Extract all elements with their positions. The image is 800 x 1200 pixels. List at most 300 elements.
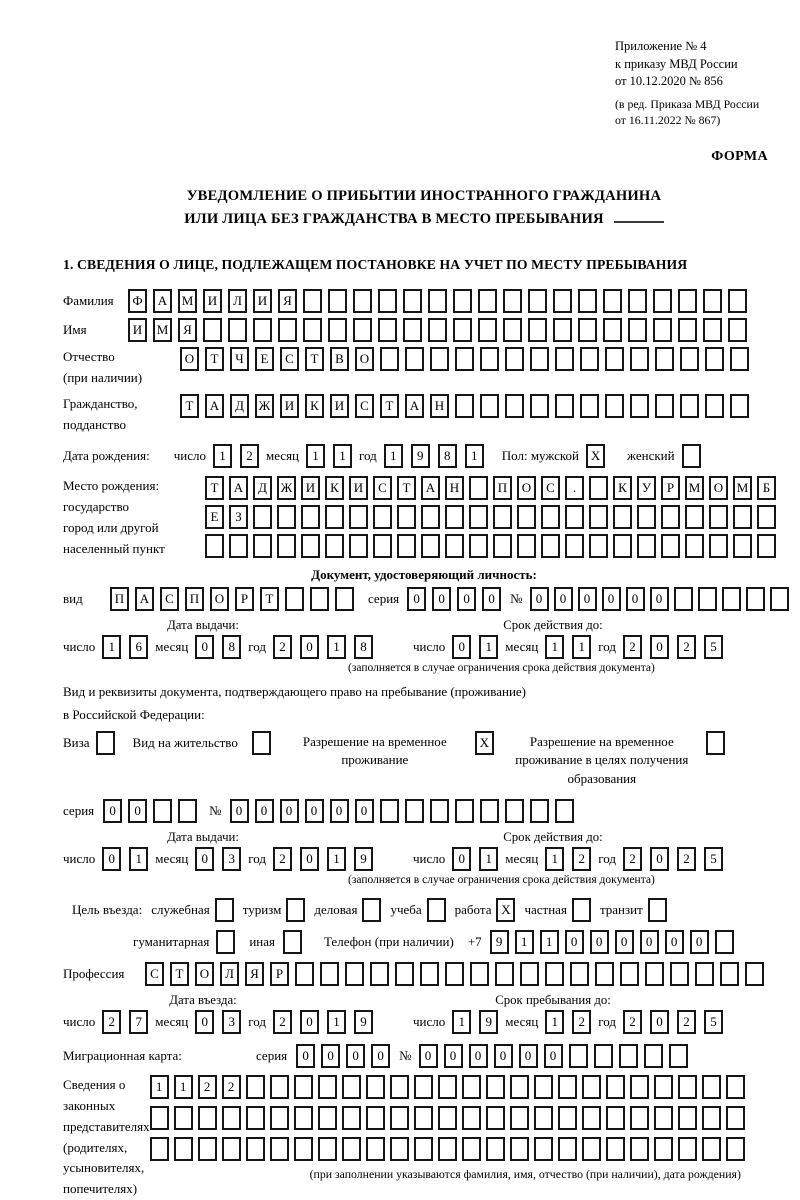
char-box[interactable]: О (517, 476, 536, 500)
char-box[interactable]: О (355, 347, 374, 371)
char-box[interactable] (702, 1137, 721, 1161)
char-box[interactable] (462, 1137, 481, 1161)
char-box[interactable]: Н (430, 394, 449, 418)
char-box[interactable] (294, 1137, 313, 1161)
char-box[interactable] (595, 962, 614, 986)
char-box[interactable]: 0 (330, 799, 349, 823)
char-box[interactable] (580, 347, 599, 371)
char-box[interactable] (246, 1075, 265, 1099)
char-box[interactable]: 0 (280, 799, 299, 823)
char-box[interactable]: О (210, 587, 229, 611)
char-box[interactable]: 2 (677, 1010, 696, 1034)
char-box[interactable] (445, 534, 464, 558)
char-box[interactable]: 2 (273, 635, 292, 659)
char-box[interactable]: А (205, 394, 224, 418)
char-box[interactable]: 9 (354, 847, 373, 871)
char-box[interactable]: 0 (554, 587, 573, 611)
char-box[interactable]: 0 (565, 930, 584, 954)
char-box[interactable]: Я (278, 289, 297, 313)
char-box[interactable]: 1 (306, 444, 325, 468)
female-checkbox[interactable] (682, 444, 701, 468)
char-box[interactable] (486, 1075, 505, 1099)
char-box[interactable] (349, 534, 368, 558)
char-box[interactable] (228, 318, 247, 342)
char-box[interactable] (534, 1137, 553, 1161)
char-box[interactable] (605, 394, 624, 418)
char-box[interactable]: 3 (222, 847, 241, 871)
char-box[interactable] (478, 318, 497, 342)
char-box[interactable] (428, 318, 447, 342)
purpose-other-checkbox[interactable] (283, 930, 302, 954)
char-box[interactable]: 0 (602, 587, 621, 611)
char-box[interactable] (570, 962, 589, 986)
char-box[interactable]: Л (220, 962, 239, 986)
char-box[interactable] (630, 1137, 649, 1161)
char-box[interactable] (373, 505, 392, 529)
char-box[interactable]: Ф (128, 289, 147, 313)
char-box[interactable] (318, 1137, 337, 1161)
char-box[interactable] (678, 1137, 697, 1161)
char-box[interactable] (414, 1075, 433, 1099)
char-box[interactable] (455, 799, 474, 823)
char-box[interactable] (480, 394, 499, 418)
char-box[interactable] (486, 1106, 505, 1130)
char-box[interactable]: С (145, 962, 164, 986)
char-box[interactable] (770, 587, 789, 611)
char-box[interactable] (380, 347, 399, 371)
char-box[interactable] (558, 1075, 577, 1099)
char-box[interactable] (493, 534, 512, 558)
char-box[interactable] (589, 534, 608, 558)
char-box[interactable]: 2 (273, 847, 292, 871)
char-box[interactable] (605, 347, 624, 371)
char-box[interactable]: А (229, 476, 248, 500)
char-box[interactable] (580, 394, 599, 418)
char-box[interactable]: Л (228, 289, 247, 313)
char-box[interactable] (654, 1137, 673, 1161)
char-box[interactable] (455, 394, 474, 418)
char-box[interactable] (726, 1137, 745, 1161)
char-box[interactable]: И (330, 394, 349, 418)
char-box[interactable] (530, 394, 549, 418)
char-box[interactable] (555, 347, 574, 371)
char-box[interactable]: М (153, 318, 172, 342)
char-box[interactable] (613, 505, 632, 529)
char-box[interactable]: 1 (545, 1010, 564, 1034)
char-box[interactable] (565, 505, 584, 529)
char-box[interactable]: 0 (650, 635, 669, 659)
char-box[interactable] (606, 1106, 625, 1130)
char-box[interactable] (733, 534, 752, 558)
char-box[interactable]: И (301, 476, 320, 500)
char-box[interactable] (510, 1137, 529, 1161)
char-box[interactable]: 1 (327, 635, 346, 659)
char-box[interactable]: 0 (321, 1044, 340, 1068)
char-box[interactable]: Т (170, 962, 189, 986)
char-box[interactable] (541, 534, 560, 558)
char-box[interactable] (703, 318, 722, 342)
char-box[interactable] (630, 394, 649, 418)
char-box[interactable] (438, 1137, 457, 1161)
char-box[interactable]: 0 (650, 847, 669, 871)
char-box[interactable]: Д (253, 476, 272, 500)
char-box[interactable] (455, 347, 474, 371)
char-box[interactable]: 0 (355, 799, 374, 823)
char-box[interactable] (606, 1137, 625, 1161)
char-box[interactable] (654, 1075, 673, 1099)
char-box[interactable] (469, 476, 488, 500)
char-box[interactable] (669, 1044, 688, 1068)
char-box[interactable]: И (349, 476, 368, 500)
char-box[interactable]: 9 (411, 444, 430, 468)
char-box[interactable]: . (565, 476, 584, 500)
char-box[interactable] (421, 534, 440, 558)
char-box[interactable] (510, 1075, 529, 1099)
char-box[interactable]: 0 (432, 587, 451, 611)
char-box[interactable]: 0 (296, 1044, 315, 1068)
char-box[interactable] (294, 1106, 313, 1130)
char-box[interactable]: 1 (213, 444, 232, 468)
char-box[interactable]: С (160, 587, 179, 611)
char-box[interactable] (715, 930, 734, 954)
char-box[interactable] (685, 505, 704, 529)
char-box[interactable] (661, 534, 680, 558)
char-box[interactable] (720, 962, 739, 986)
char-box[interactable]: 6 (129, 635, 148, 659)
char-box[interactable]: 0 (300, 1010, 319, 1034)
char-box[interactable]: Н (445, 476, 464, 500)
char-box[interactable] (270, 1106, 289, 1130)
char-box[interactable]: А (421, 476, 440, 500)
char-box[interactable] (174, 1137, 193, 1161)
char-box[interactable] (486, 1137, 505, 1161)
char-box[interactable] (380, 799, 399, 823)
char-box[interactable]: 2 (102, 1010, 121, 1034)
char-box[interactable]: П (493, 476, 512, 500)
char-box[interactable]: 1 (327, 847, 346, 871)
char-box[interactable] (495, 962, 514, 986)
temp-residence-checkbox[interactable]: X (475, 731, 494, 755)
char-box[interactable]: К (325, 476, 344, 500)
char-box[interactable]: 0 (444, 1044, 463, 1068)
char-box[interactable]: 1 (174, 1075, 193, 1099)
char-box[interactable]: 0 (300, 635, 319, 659)
char-box[interactable]: 8 (354, 635, 373, 659)
char-box[interactable]: 9 (479, 1010, 498, 1034)
char-box[interactable]: Ж (255, 394, 274, 418)
char-box[interactable] (310, 587, 329, 611)
char-box[interactable] (645, 962, 664, 986)
char-box[interactable] (644, 1044, 663, 1068)
char-box[interactable] (619, 1044, 638, 1068)
char-box[interactable] (520, 962, 539, 986)
edu-residence-checkbox[interactable] (706, 731, 725, 755)
char-box[interactable]: 9 (354, 1010, 373, 1034)
char-box[interactable] (698, 587, 717, 611)
char-box[interactable]: 2 (198, 1075, 217, 1099)
char-box[interactable]: 0 (665, 930, 684, 954)
char-box[interactable] (505, 799, 524, 823)
char-box[interactable]: 1 (465, 444, 484, 468)
char-box[interactable] (246, 1106, 265, 1130)
char-box[interactable] (277, 505, 296, 529)
char-box[interactable] (678, 289, 697, 313)
char-box[interactable] (528, 289, 547, 313)
char-box[interactable] (678, 1075, 697, 1099)
char-box[interactable] (349, 505, 368, 529)
purpose-official-checkbox[interactable] (215, 898, 234, 922)
char-box[interactable] (654, 1106, 673, 1130)
char-box[interactable]: 0 (195, 1010, 214, 1034)
char-box[interactable] (453, 318, 472, 342)
char-box[interactable]: М (733, 476, 752, 500)
char-box[interactable] (445, 505, 464, 529)
char-box[interactable] (420, 962, 439, 986)
char-box[interactable] (620, 962, 639, 986)
char-box[interactable] (462, 1106, 481, 1130)
char-box[interactable] (430, 347, 449, 371)
char-box[interactable]: 0 (690, 930, 709, 954)
char-box[interactable] (301, 505, 320, 529)
char-box[interactable] (578, 318, 597, 342)
char-box[interactable] (517, 534, 536, 558)
char-box[interactable] (366, 1137, 385, 1161)
char-box[interactable] (390, 1137, 409, 1161)
char-box[interactable] (613, 534, 632, 558)
char-box[interactable]: Т (397, 476, 416, 500)
char-box[interactable] (730, 394, 749, 418)
char-box[interactable] (582, 1137, 601, 1161)
char-box[interactable] (270, 1075, 289, 1099)
char-box[interactable] (565, 534, 584, 558)
char-box[interactable] (294, 1075, 313, 1099)
char-box[interactable]: 0 (346, 1044, 365, 1068)
char-box[interactable] (325, 505, 344, 529)
char-box[interactable] (685, 534, 704, 558)
char-box[interactable] (726, 1106, 745, 1130)
char-box[interactable] (517, 505, 536, 529)
char-box[interactable]: 2 (623, 635, 642, 659)
char-box[interactable]: 0 (590, 930, 609, 954)
char-box[interactable] (342, 1137, 361, 1161)
char-box[interactable]: 2 (623, 847, 642, 871)
char-box[interactable]: 1 (327, 1010, 346, 1034)
char-box[interactable]: Ж (277, 476, 296, 500)
char-box[interactable]: 5 (704, 1010, 723, 1034)
char-box[interactable]: Т (380, 394, 399, 418)
char-box[interactable]: С (373, 476, 392, 500)
char-box[interactable]: И (128, 318, 147, 342)
char-box[interactable] (534, 1075, 553, 1099)
char-box[interactable] (530, 347, 549, 371)
char-box[interactable] (328, 318, 347, 342)
char-box[interactable] (318, 1075, 337, 1099)
char-box[interactable]: 0 (544, 1044, 563, 1068)
char-box[interactable]: 2 (572, 1010, 591, 1034)
char-box[interactable]: Т (305, 347, 324, 371)
char-box[interactable]: А (153, 289, 172, 313)
char-box[interactable] (335, 587, 354, 611)
char-box[interactable]: 1 (479, 635, 498, 659)
char-box[interactable] (278, 318, 297, 342)
char-box[interactable] (373, 534, 392, 558)
char-box[interactable] (637, 534, 656, 558)
char-box[interactable]: 0 (419, 1044, 438, 1068)
char-box[interactable]: 0 (300, 847, 319, 871)
char-box[interactable]: 1 (572, 635, 591, 659)
char-box[interactable] (470, 962, 489, 986)
char-box[interactable] (277, 534, 296, 558)
char-box[interactable] (178, 799, 197, 823)
char-box[interactable]: 0 (305, 799, 324, 823)
char-box[interactable] (728, 318, 747, 342)
char-box[interactable]: 0 (650, 1010, 669, 1034)
char-box[interactable]: Я (245, 962, 264, 986)
char-box[interactable] (680, 347, 699, 371)
char-box[interactable] (628, 318, 647, 342)
char-box[interactable] (469, 534, 488, 558)
char-box[interactable] (709, 505, 728, 529)
char-box[interactable]: 2 (572, 847, 591, 871)
char-box[interactable] (480, 799, 499, 823)
char-box[interactable]: 8 (438, 444, 457, 468)
char-box[interactable] (421, 505, 440, 529)
char-box[interactable]: 0 (530, 587, 549, 611)
char-box[interactable]: А (405, 394, 424, 418)
char-box[interactable] (205, 534, 224, 558)
char-box[interactable] (320, 962, 339, 986)
char-box[interactable] (503, 289, 522, 313)
char-box[interactable] (553, 289, 572, 313)
char-box[interactable] (366, 1075, 385, 1099)
purpose-humanitarian-checkbox[interactable] (216, 930, 235, 954)
char-box[interactable]: В (330, 347, 349, 371)
char-box[interactable]: 0 (452, 635, 471, 659)
char-box[interactable] (390, 1075, 409, 1099)
char-box[interactable]: 0 (578, 587, 597, 611)
char-box[interactable] (505, 347, 524, 371)
char-box[interactable] (728, 289, 747, 313)
char-box[interactable]: 2 (222, 1075, 241, 1099)
char-box[interactable]: 0 (457, 587, 476, 611)
char-box[interactable]: 1 (102, 635, 121, 659)
char-box[interactable] (353, 318, 372, 342)
char-box[interactable] (318, 1106, 337, 1130)
char-box[interactable] (528, 318, 547, 342)
char-box[interactable] (757, 534, 776, 558)
char-box[interactable]: Р (235, 587, 254, 611)
char-box[interactable]: Я (178, 318, 197, 342)
char-box[interactable] (405, 799, 424, 823)
char-box[interactable] (555, 799, 574, 823)
char-box[interactable] (480, 347, 499, 371)
char-box[interactable] (430, 799, 449, 823)
char-box[interactable]: С (541, 476, 560, 500)
char-box[interactable]: 0 (615, 930, 634, 954)
char-box[interactable]: 1 (129, 847, 148, 871)
char-box[interactable]: Е (205, 505, 224, 529)
char-box[interactable] (370, 962, 389, 986)
residence-permit-checkbox[interactable] (252, 731, 271, 755)
char-box[interactable] (285, 587, 304, 611)
char-box[interactable]: 2 (273, 1010, 292, 1034)
char-box[interactable]: А (135, 587, 154, 611)
char-box[interactable] (530, 799, 549, 823)
char-box[interactable] (582, 1075, 601, 1099)
char-box[interactable]: С (355, 394, 374, 418)
char-box[interactable]: 5 (704, 847, 723, 871)
char-box[interactable]: 0 (407, 587, 426, 611)
char-box[interactable] (503, 318, 522, 342)
char-box[interactable]: 1 (384, 444, 403, 468)
char-box[interactable] (397, 505, 416, 529)
char-box[interactable] (678, 318, 697, 342)
char-box[interactable] (589, 505, 608, 529)
char-box[interactable] (709, 534, 728, 558)
char-box[interactable] (469, 505, 488, 529)
char-box[interactable]: Т (260, 587, 279, 611)
char-box[interactable] (726, 1075, 745, 1099)
char-box[interactable]: 0 (452, 847, 471, 871)
char-box[interactable] (203, 318, 222, 342)
char-box[interactable] (222, 1137, 241, 1161)
char-box[interactable]: 1 (333, 444, 352, 468)
char-box[interactable]: 0 (102, 847, 121, 871)
char-box[interactable]: 2 (677, 847, 696, 871)
char-box[interactable] (558, 1137, 577, 1161)
char-box[interactable] (695, 962, 714, 986)
char-box[interactable] (378, 289, 397, 313)
char-box[interactable]: Р (661, 476, 680, 500)
char-box[interactable] (390, 1106, 409, 1130)
char-box[interactable]: К (613, 476, 632, 500)
char-box[interactable] (678, 1106, 697, 1130)
char-box[interactable] (674, 587, 693, 611)
char-box[interactable] (253, 534, 272, 558)
char-box[interactable]: О (709, 476, 728, 500)
char-box[interactable] (628, 289, 647, 313)
char-box[interactable] (366, 1106, 385, 1130)
char-box[interactable]: И (203, 289, 222, 313)
char-box[interactable] (303, 289, 322, 313)
char-box[interactable] (582, 1106, 601, 1130)
char-box[interactable]: У (637, 476, 656, 500)
char-box[interactable] (342, 1075, 361, 1099)
char-box[interactable] (403, 318, 422, 342)
char-box[interactable]: О (195, 962, 214, 986)
char-box[interactable]: Т (180, 394, 199, 418)
char-box[interactable] (174, 1106, 193, 1130)
char-box[interactable]: 1 (515, 930, 534, 954)
char-box[interactable]: Т (205, 347, 224, 371)
char-box[interactable]: 1 (540, 930, 559, 954)
char-box[interactable] (505, 394, 524, 418)
char-box[interactable]: И (280, 394, 299, 418)
purpose-transit-checkbox[interactable] (648, 898, 667, 922)
char-box[interactable]: 0 (469, 1044, 488, 1068)
char-box[interactable]: 0 (640, 930, 659, 954)
char-box[interactable] (630, 347, 649, 371)
char-box[interactable] (745, 962, 764, 986)
char-box[interactable]: З (229, 505, 248, 529)
char-box[interactable]: К (305, 394, 324, 418)
char-box[interactable] (757, 505, 776, 529)
char-box[interactable] (342, 1106, 361, 1130)
char-box[interactable] (606, 1075, 625, 1099)
char-box[interactable] (253, 505, 272, 529)
char-box[interactable] (301, 534, 320, 558)
char-box[interactable] (558, 1106, 577, 1130)
